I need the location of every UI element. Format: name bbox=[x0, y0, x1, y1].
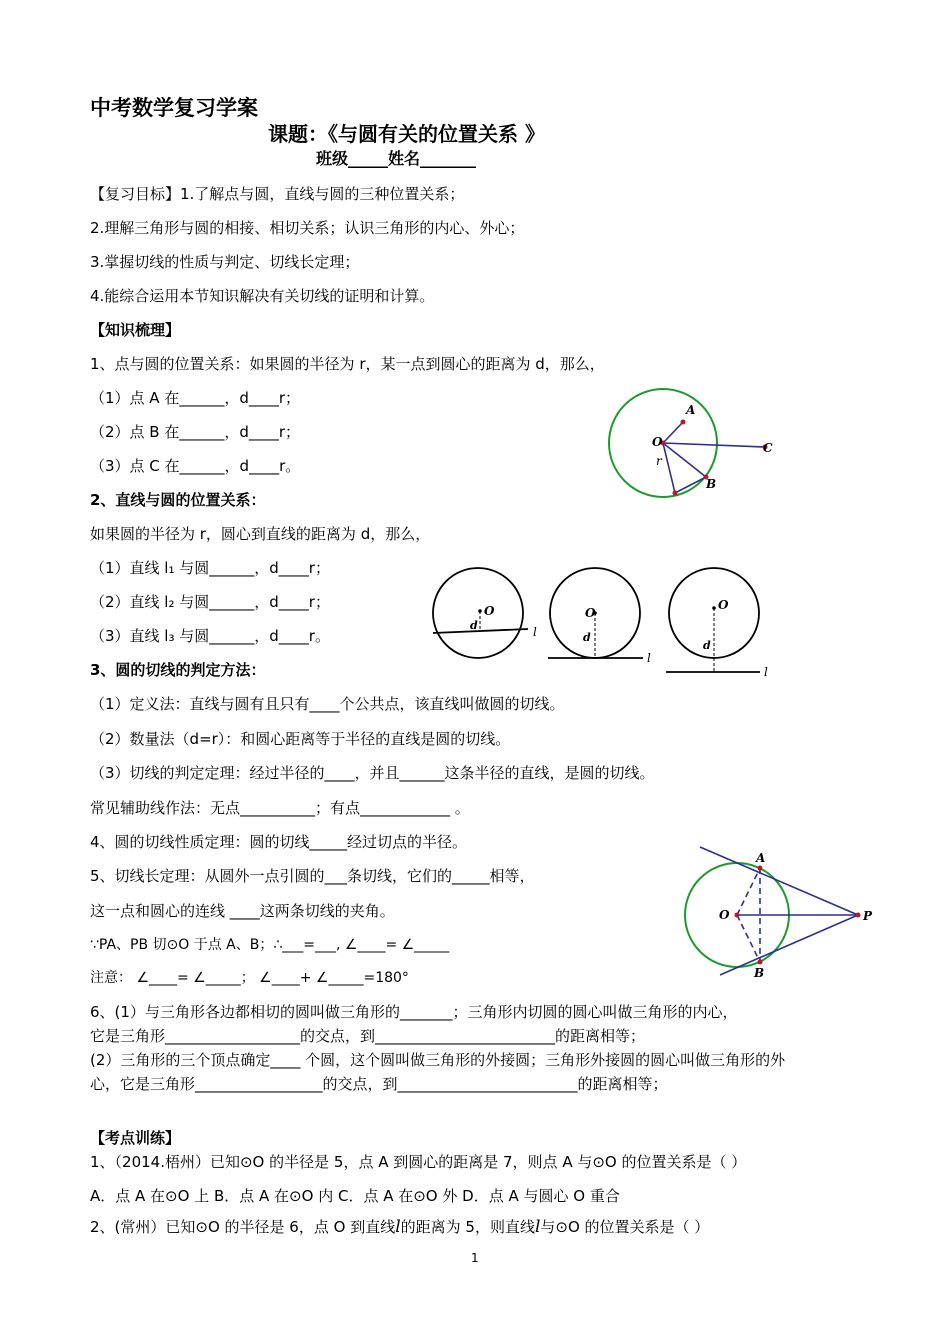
section2-item-b: （2）直线 l₂ 与圆______，d____r； bbox=[90, 593, 330, 611]
line-symbol-l: l bbox=[395, 1217, 401, 1237]
goal-line-4: 4.能综合运用本节知识解决有关切线的证明和计算。 bbox=[90, 287, 435, 305]
circle-1 bbox=[433, 568, 523, 658]
question-2-part-c: 与⊙O 的位置关系是（ ） bbox=[540, 1218, 710, 1236]
section4: 4、圆的切线性质定理：圆的切线_____经过切点的半径。 bbox=[90, 833, 468, 851]
section5: 5、切线长定理：从圆外一点引圆的___条切线，它们的_____相等， bbox=[90, 867, 535, 885]
label-o: O bbox=[719, 908, 730, 922]
label-l-2: l bbox=[647, 651, 651, 665]
section2-item-c: （3）直线 l₃ 与圆______，d____r。 bbox=[90, 627, 330, 645]
section6-line-d: 心，它是三角形_________________的交点，到________________________的距离相等； bbox=[90, 1075, 668, 1093]
point-b bbox=[758, 960, 763, 965]
radius-ob bbox=[737, 915, 760, 962]
question-2 bbox=[90, 1217, 709, 1237]
segment-oa bbox=[663, 422, 683, 443]
label-r: r bbox=[656, 454, 662, 468]
question-2-part-b: 的距离为 5，则直线 bbox=[400, 1218, 535, 1236]
point-a bbox=[681, 420, 686, 425]
label-d-3: d bbox=[703, 639, 711, 652]
point-circle-figure bbox=[600, 385, 790, 510]
section1-item-a: （1）点 A 在______，d____r； bbox=[90, 389, 301, 407]
line-symbol-l: l bbox=[534, 1217, 541, 1237]
section2-title: 2、直线与圆的位置关系： bbox=[90, 491, 266, 509]
label-c: C bbox=[763, 441, 773, 455]
section6-line-c: (2）三角形的三个顶点确定____ 个圆，这个圆叫做三角形的外接圆；三角形外接圆的圆心叫做三角形的外 bbox=[90, 1051, 786, 1069]
section3-item-a: （1）定义法：直线与圆有且只有____个公共点，该直线叫做圆的切线。 bbox=[90, 695, 565, 713]
class-name-line: 班级_____姓名_______ bbox=[316, 149, 477, 168]
label-b: B bbox=[706, 477, 717, 491]
point-on-circle bbox=[673, 491, 678, 496]
point-a bbox=[758, 866, 763, 871]
section3-item-b: （2）数量法（d=r）：和圆心距离等于半径的直线是圆的切线。 bbox=[90, 730, 511, 748]
label-b: B bbox=[754, 966, 765, 980]
question-1: 1、（2014.梧州）已知⊙O 的半径是 5，点 A 到圆心的距离是 7，则点 A 与⊙O 的位置关系是（ ） bbox=[90, 1153, 747, 1171]
auxiliary-lines: 常见辅助线作法：无点__________；有点____________ 。 bbox=[90, 799, 470, 817]
label-l-3: l bbox=[764, 665, 768, 679]
segment-oc bbox=[663, 443, 765, 447]
label-a: A bbox=[756, 851, 766, 865]
question-1-options: A．点 A 在⊙O 上 B．点 A 在⊙O 内 C．点 A 在⊙O 外 D．点 A 与圆心 O 重合 bbox=[90, 1187, 620, 1205]
label-d-2: d bbox=[583, 631, 591, 644]
center-1 bbox=[478, 609, 482, 613]
tangent-pa bbox=[700, 847, 858, 915]
label-o-1: O bbox=[484, 604, 495, 618]
page-number: 1 bbox=[471, 1251, 479, 1265]
section1-item-c: （3）点 C 在______，d____r。 bbox=[90, 457, 301, 475]
label-l-1: l bbox=[533, 625, 537, 639]
doc-title: 中考数学复习学案 bbox=[90, 96, 258, 120]
section6-line-a: 6、(1）与三角形各边都相切的圆叫做三角形的_______；三角形内切圆的圆心叫做三角形的内心， bbox=[90, 1003, 738, 1021]
label-a: A bbox=[686, 403, 696, 417]
label-d-1: d bbox=[470, 619, 478, 632]
section1-item-b: （2）点 B 在______，d____r； bbox=[90, 423, 301, 441]
goal-line-3: 3.掌握切线的性质与判定、切线长定理； bbox=[90, 253, 360, 271]
label-o-2: O bbox=[585, 606, 596, 620]
section5-line-b: 这一点和圆心的连线 ____这两条切线的夹角。 bbox=[90, 902, 395, 920]
section2-item-a: （1）直线 l₁ 与圆______，d____r； bbox=[90, 559, 330, 577]
section3-title: 3、圆的切线的判定方法： bbox=[90, 661, 266, 679]
section1-title: 1、点与圆的位置关系：如果圆的半径为 r，某一点到圆心的距离为 d，那么， bbox=[90, 355, 605, 373]
radius-oa bbox=[737, 868, 760, 915]
knowledge-heading: 【知识梳理】 bbox=[90, 321, 181, 339]
section2-intro: 如果圆的半径为 r，圆心到直线的距离为 d，那么， bbox=[90, 525, 431, 543]
section5-line-c: ∵PA、PB 切⊙O 于点 A、B；∴___=___, ∠____= ∠_____ bbox=[90, 937, 450, 953]
center-point bbox=[735, 913, 740, 918]
line-circle-figure bbox=[430, 565, 775, 685]
section6-line-b: 它是三角形__________________的交点，到________________________的距离相等； bbox=[90, 1027, 646, 1045]
tangent-length-figure bbox=[680, 845, 880, 980]
lesson-title: 课题：《与圆有关的位置关系 》 bbox=[268, 122, 545, 146]
label-o-3: O bbox=[718, 598, 729, 612]
label-p: P bbox=[863, 909, 873, 923]
note-line: 注意： ∠____= ∠_____； ∠____+ ∠_____=180° bbox=[90, 970, 409, 986]
line-l1 bbox=[433, 629, 528, 633]
question-2-part-a: 2、(常州）已知⊙O 的半径是 6，点 O 到直线 bbox=[90, 1218, 396, 1236]
point-p bbox=[856, 913, 861, 918]
center-3 bbox=[712, 606, 716, 610]
label-o: O bbox=[652, 435, 663, 449]
section3-item-c: （3）切线的判定定理：经过半径的____，并且______这条半径的直线，是圆的切线。 bbox=[90, 764, 655, 782]
goal-line-2: 2.理解三角形与圆的相接、相切关系；认识三角形的内心、外心； bbox=[90, 219, 525, 237]
training-heading: 【考点训练】 bbox=[90, 1129, 181, 1147]
goal-line-1: 【复习目标】1.了解点与圆，直线与圆的三种位置关系； bbox=[90, 185, 465, 203]
